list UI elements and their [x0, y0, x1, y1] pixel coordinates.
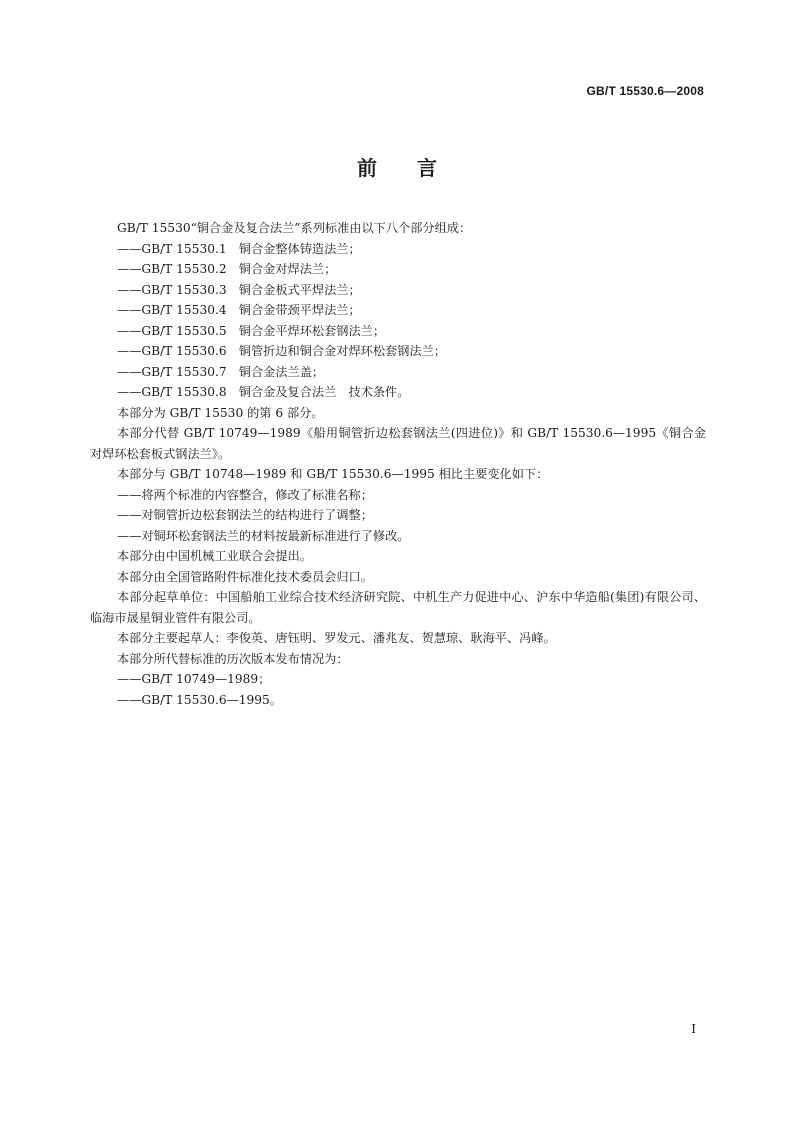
- list-item-part-2: ——GB/T 15530.2 铜合金对焊法兰；: [117, 262, 337, 276]
- page-number: I: [691, 1022, 696, 1036]
- list-item-history-1: ——GB/T 10749—1989；: [117, 672, 271, 686]
- list-item-history-2: ——GB/T 15530.6—1995。: [117, 692, 282, 707]
- document-body: [90, 218, 706, 710]
- list-item-part-4: ——GB/T 15530.4 铜合金带颈平焊法兰；: [117, 303, 361, 317]
- paragraph-drafting-units: 本部分起草单位：中国船舶工业综合技术经济研究院、中机生产力促进中心、沪东中华造船(集团)有限公司、临海市晟星铜业管件有限公司。: [90, 590, 706, 625]
- paragraph-centralized-by: 本部分由全国管路附件标准化技术委员会归口。: [117, 569, 373, 584]
- list-item-part-5: ——GB/T 15530.5 铜合金平焊环松套钢法兰；: [117, 323, 386, 338]
- paragraph-series-intro: GB/T 15530“铜合金及复合法兰”系列标准由以下八个部分组成：: [117, 221, 472, 235]
- list-item-part-3: ——GB/T 15530.3 铜合金板式平焊法兰；: [117, 282, 361, 297]
- list-item-part-1: ——GB/T 15530.1 铜合金整体铸造法兰；: [117, 241, 361, 256]
- paragraph-changes-intro: 本部分与 GB/T 10748—1989 和 GB/T 15530.6—1995 相比主要变化如下：: [117, 467, 549, 481]
- paragraph-history-intro: 本部分所代替标准的历次版本发布情况为：: [117, 651, 349, 666]
- page-title: 前言: [357, 156, 477, 180]
- paragraph-part-statement: 本部分为 GB/T 15530 的第 6 部分。: [117, 405, 324, 420]
- list-item-part-8: ——GB/T 15530.8 铜合金及复合法兰 技术条件。: [117, 385, 410, 399]
- list-item-part-7: ——GB/T 15530.7 铜合金法兰盖；: [117, 364, 325, 379]
- standard-number: GB/T 15530.6—2008: [586, 84, 704, 98]
- list-item-change-2: ——对铜管折边松套钢法兰的结构进行了调整；: [117, 508, 373, 522]
- paragraph-replaces: 本部分代替 GB/T 10749—1989《船用铜管折边松套钢法兰(四进位)》和 GB/T 15530.6—1995《铜合金对焊环松套板式钢法兰》。: [90, 426, 706, 461]
- list-item-change-1: ——将两个标准的内容整合，修改了标准名称；: [117, 487, 373, 502]
- list-item-part-6: ——GB/T 15530.6 铜管折边和铜合金对焊环松套钢法兰；: [117, 344, 446, 358]
- list-item-change-3: ——对铜环松套钢法兰的材料按最新标准进行了修改。: [117, 528, 410, 543]
- paragraph-proposed-by: 本部分由中国机械工业联合会提出。: [117, 549, 312, 563]
- paragraph-drafters: 本部分主要起草人：李俊英、唐钰明、罗发元、潘兆友、贺慧琼、耿海平、冯峰。: [117, 631, 556, 645]
